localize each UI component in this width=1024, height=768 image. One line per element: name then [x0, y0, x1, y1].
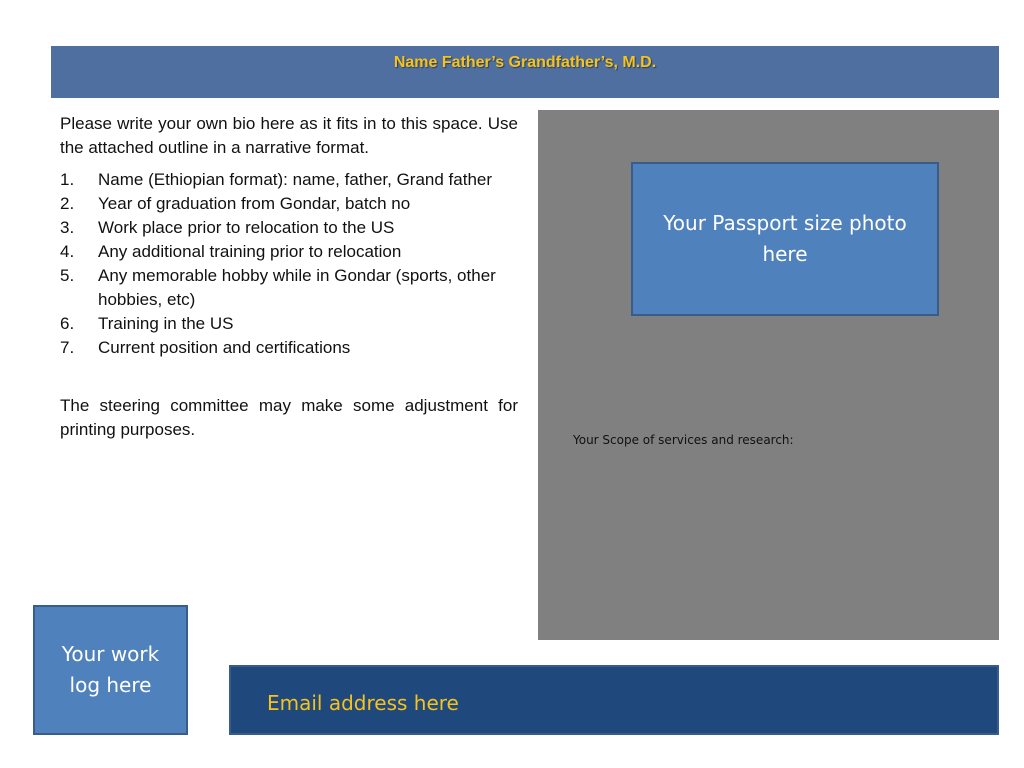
page-title: Name Father’s Grandfather’s, M.D.: [393, 54, 657, 71]
photo-placeholder-label: Your Passport size photo here: [663, 211, 907, 266]
title-bar: [51, 46, 999, 98]
bio-section: [60, 112, 518, 442]
list-item: [60, 216, 518, 240]
list-item-number: 6.: [60, 314, 75, 333]
list-item: [60, 312, 518, 336]
list-item-text: Current position and certifications: [98, 338, 351, 357]
list-item-number: 4.: [60, 242, 75, 261]
email-placeholder: Email address here: [267, 691, 459, 715]
passport-photo-placeholder[interactable]: [631, 162, 939, 316]
list-item: [60, 168, 518, 192]
list-item-text: Any additional training prior to relocation: [98, 242, 402, 261]
list-item: [60, 192, 518, 216]
scope-label: Your Scope of services and research:: [573, 433, 794, 447]
list-item-text: Year of graduation from Gondar, batch no: [98, 194, 411, 213]
list-item: [60, 240, 518, 264]
list-item-text: Training in the US: [98, 314, 234, 333]
list-item-text: Any memorable hobby while in Gondar (sports, other hobbies, etc): [98, 266, 496, 309]
list-item-text: Name (Ethiopian format): name, father, Grand father: [98, 170, 493, 189]
list-item-number: 1.: [60, 170, 75, 189]
list-item-number: 3.: [60, 218, 75, 237]
email-bar[interactable]: [229, 665, 999, 735]
work-log-placeholder[interactable]: [33, 605, 188, 735]
bio-closing: The steering committee may make some adjustment for printing purposes.: [60, 396, 518, 439]
work-log-label: Your work log here: [61, 642, 160, 697]
bio-intro: Please write your own bio here as it fits in to this space. Use the attached outline in a narrative format.: [60, 114, 518, 157]
list-item: [60, 336, 518, 360]
bio-outline-list: [60, 168, 518, 360]
list-item-number: 2.: [60, 194, 75, 213]
list-item-number: 5.: [60, 266, 75, 285]
list-item: [60, 264, 518, 312]
list-item-text: Work place prior to relocation to the US: [98, 218, 395, 237]
list-item-number: 7.: [60, 338, 75, 357]
